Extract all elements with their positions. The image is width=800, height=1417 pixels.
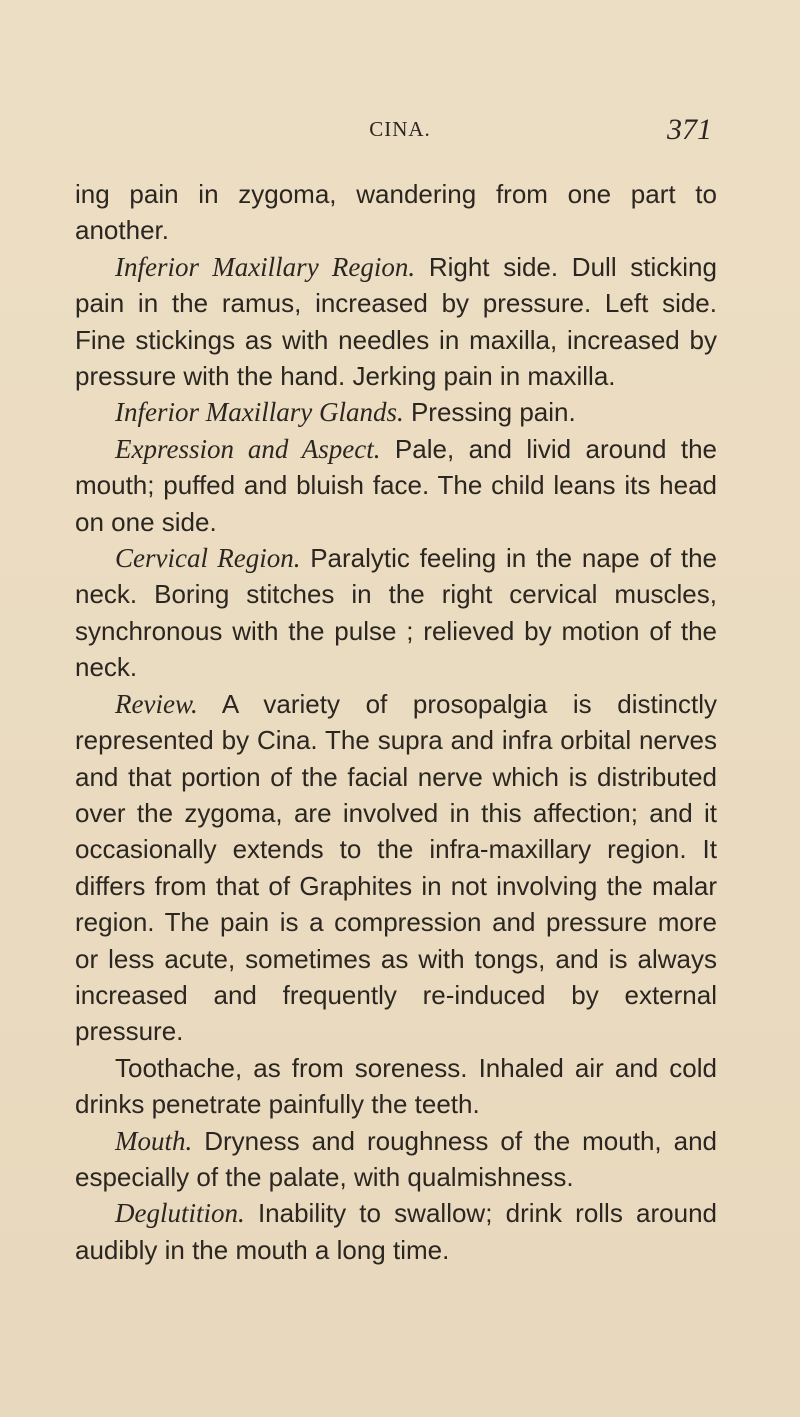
- section-heading: Expression and Aspect.: [115, 433, 381, 464]
- paragraph-mouth: [75, 1123, 717, 1196]
- paragraph-text: Inability to swallow; drink rolls around audibly in the mouth a long time.: [75, 1198, 717, 1265]
- paragraph-text: Toothache, as from soreness. Inhaled air and cold drinks penetrate painfully the teeth.: [75, 1052, 717, 1120]
- running-head: CINA.: [369, 117, 431, 141]
- paragraph-toothache: [75, 1050, 717, 1123]
- paragraph-text: Paralytic feeling in the nape of the neck. Boring stitches in the right cervical muscles, synchronous with the pulse ; relieved by motion of the neck.: [75, 543, 718, 683]
- paragraph-deglutition: [75, 1195, 717, 1268]
- section-heading: Cervical Region.: [115, 543, 301, 574]
- paragraph-text: Pressing pain.: [410, 397, 576, 428]
- paragraph-cervical-region: [75, 540, 717, 686]
- section-heading: Deglutition.: [115, 1198, 245, 1229]
- body-text: [75, 176, 717, 1268]
- section-heading: Mouth.: [115, 1125, 193, 1156]
- paragraph-text: Pale, and livid around the mouth; puffed and bluish face. The child leans its head on one side.: [75, 433, 717, 537]
- paragraph-text: A variety of prosopalgia is distinctly represented by Cina. The supra and infra orbital nerves and that portion of the facial nerve which is distributed over the zygoma, are involved in this affection; and it occasionally extends to the infra-maxillary region. It differs from that of Graphites in not involving the malar region. The pain is a compression and pressure more or less acute, sometimes as with tongs, and is always increased and frequently re-induced by external pressure.: [75, 688, 717, 1047]
- paragraph-text: Dryness and roughness of the mouth, and especially of the palate, with qualmishness.: [75, 1125, 718, 1192]
- paragraph-review: [75, 686, 717, 1050]
- paragraph-expression-aspect: [75, 431, 717, 540]
- page-number: 371: [667, 113, 712, 146]
- section-heading: Review.: [115, 688, 198, 719]
- section-heading: Inferior Maxillary Region.: [115, 251, 416, 282]
- paragraph-inferior-maxillary-glands: [75, 394, 717, 430]
- paragraph-inferior-maxillary-region: [75, 249, 717, 395]
- paragraph-continuation: [75, 176, 717, 249]
- paragraph-text: ing pain in zygoma, wandering from one part to another.: [75, 179, 717, 246]
- section-heading: Inferior Maxillary Glands.: [115, 397, 404, 428]
- page-header: [0, 113, 800, 153]
- paragraph-text: Right side. Dull sticking pain in the ramus, increased by pressure. Left side. Fine stickings as with needles in maxilla, increased by pressure with the hand. Jerking pain in maxilla.: [75, 251, 717, 392]
